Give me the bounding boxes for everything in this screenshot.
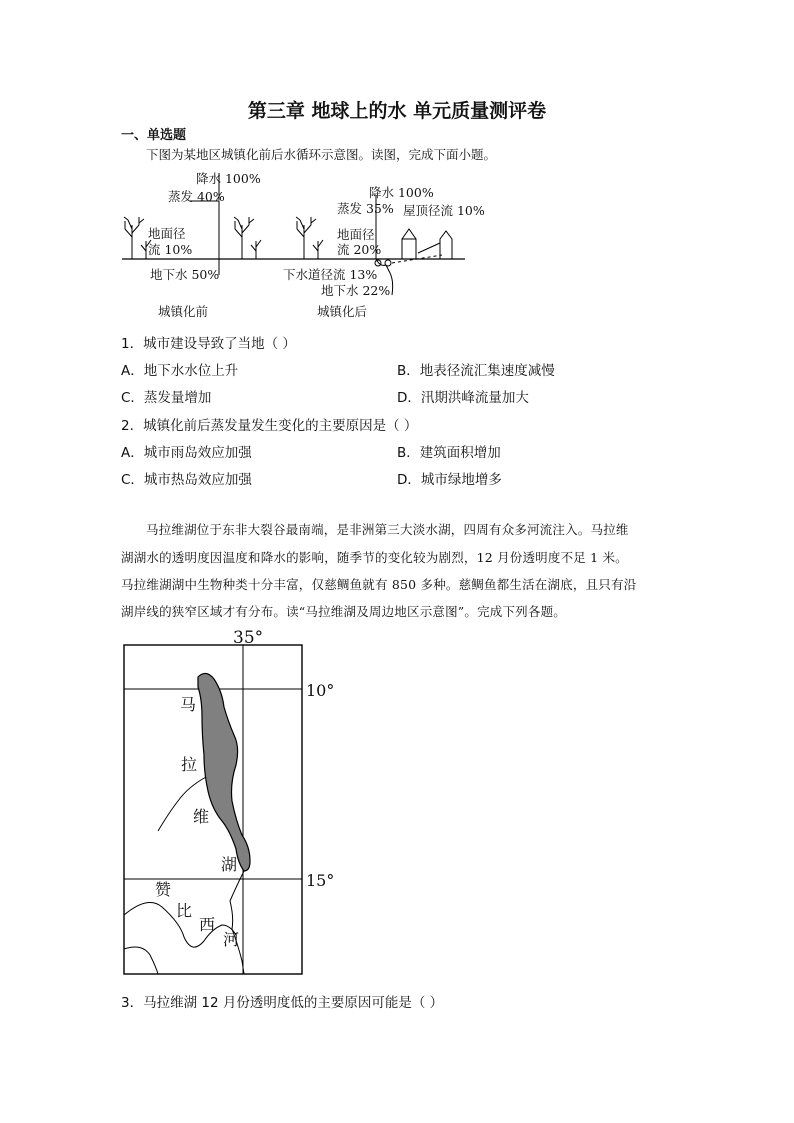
question-2-stem: 2．城镇化前后蒸发量发生变化的主要原因是（ ） bbox=[121, 418, 418, 434]
passage-line: 湖湖水的透明度因温度和降水的影响，随季节的变化较为剧烈，12 月份透明度不足 1 米。 bbox=[121, 550, 628, 565]
after-caption: 城镇化后 bbox=[317, 304, 368, 319]
after-surface-label-2: 流 20% bbox=[337, 242, 382, 257]
intro-text: 下图为某地区城镇化前后水循环示意图。读图，完成下面小题。 bbox=[146, 147, 497, 162]
question-1-option-c: C．蒸发量增加 bbox=[121, 390, 212, 406]
latitude-label-north: 10° bbox=[306, 681, 335, 700]
river-label-char: 比 bbox=[176, 901, 193, 920]
question-1-option-a: A．地下水水位上升 bbox=[121, 363, 239, 379]
before-ground-label: 地下水 50% bbox=[150, 267, 220, 282]
border-line bbox=[124, 947, 158, 974]
before-surface-label-2: 流 10% bbox=[148, 242, 193, 257]
before-surface-label-1: 地面径 bbox=[148, 226, 186, 241]
house-icon bbox=[402, 229, 452, 259]
after-ground-label: 地下水 22% bbox=[321, 283, 391, 298]
before-precip-label: 降水 100% bbox=[196, 171, 261, 186]
river-label-char: 赞 bbox=[155, 880, 172, 899]
passage-line: 湖岸线的狭窄区域才有分布。读“马拉维湖及周边地区示意图”。完成下列各题。 bbox=[121, 604, 566, 619]
river-label-char: 西 bbox=[199, 915, 216, 934]
latitude-label-south: 15° bbox=[306, 871, 335, 890]
question-1-option-d: D．汛期洪峰流量加大 bbox=[397, 390, 529, 406]
question-1-option-b: B．地表径流汇集速度减慢 bbox=[397, 363, 555, 379]
evap-arrow bbox=[190, 201, 219, 259]
lake-label-char: 维 bbox=[193, 807, 210, 826]
tree-icon bbox=[124, 217, 151, 259]
tree-icon bbox=[296, 217, 323, 259]
after-evap-label: 蒸发 35% bbox=[337, 201, 394, 216]
roof-arrow bbox=[418, 243, 440, 253]
page-title: 第三章 地球上的水 单元质量测评卷 bbox=[247, 100, 547, 122]
section-heading: 一、单选题 bbox=[121, 128, 187, 143]
question-2-option-b: B．建筑面积增加 bbox=[397, 445, 501, 461]
lake-malawi bbox=[198, 673, 250, 871]
question-2-option-d: D．城市绿地增多 bbox=[397, 472, 502, 488]
after-precip-label: 降水 100% bbox=[369, 185, 434, 200]
question-1-stem: 1．城市建设导致了当地（ ） bbox=[121, 336, 296, 352]
after-roof-label: 屋顶径流 10% bbox=[403, 203, 485, 218]
tree-icon bbox=[234, 217, 261, 259]
after-surface-label-1: 地面径 bbox=[337, 227, 375, 242]
question-2-option-a: A．城市雨岛效应加强 bbox=[121, 445, 252, 461]
passage-line: 马拉维湖湖中生物种类十分丰富，仅慈鲷鱼就有 850 多种。慈鲷鱼都生活在湖底，且只有沿 bbox=[121, 577, 637, 592]
before-caption: 城镇化前 bbox=[158, 304, 209, 319]
drain-icon bbox=[385, 260, 391, 266]
lake-label-char: 拉 bbox=[181, 755, 198, 774]
river-label-char: 河 bbox=[223, 930, 240, 949]
lake-label-char: 湖 bbox=[221, 855, 238, 874]
after-sewer-label: 下水道径流 13% bbox=[283, 267, 378, 282]
question-3-stem: 3．马拉维湖 12 月份透明度低的主要原因可能是（ ） bbox=[121, 995, 444, 1011]
passage-line: 马拉维湖位于东非大裂谷最南端，是非洲第三大淡水湖，四周有众多河流注入。马拉维 bbox=[146, 522, 629, 537]
before-evap-label: 蒸发 40% bbox=[168, 189, 225, 204]
shire-river bbox=[230, 871, 244, 974]
question-2-option-c: C．城市热岛效应加强 bbox=[121, 472, 252, 488]
longitude-label: 35° bbox=[233, 628, 264, 648]
lake-label-char: 马 bbox=[180, 695, 197, 714]
